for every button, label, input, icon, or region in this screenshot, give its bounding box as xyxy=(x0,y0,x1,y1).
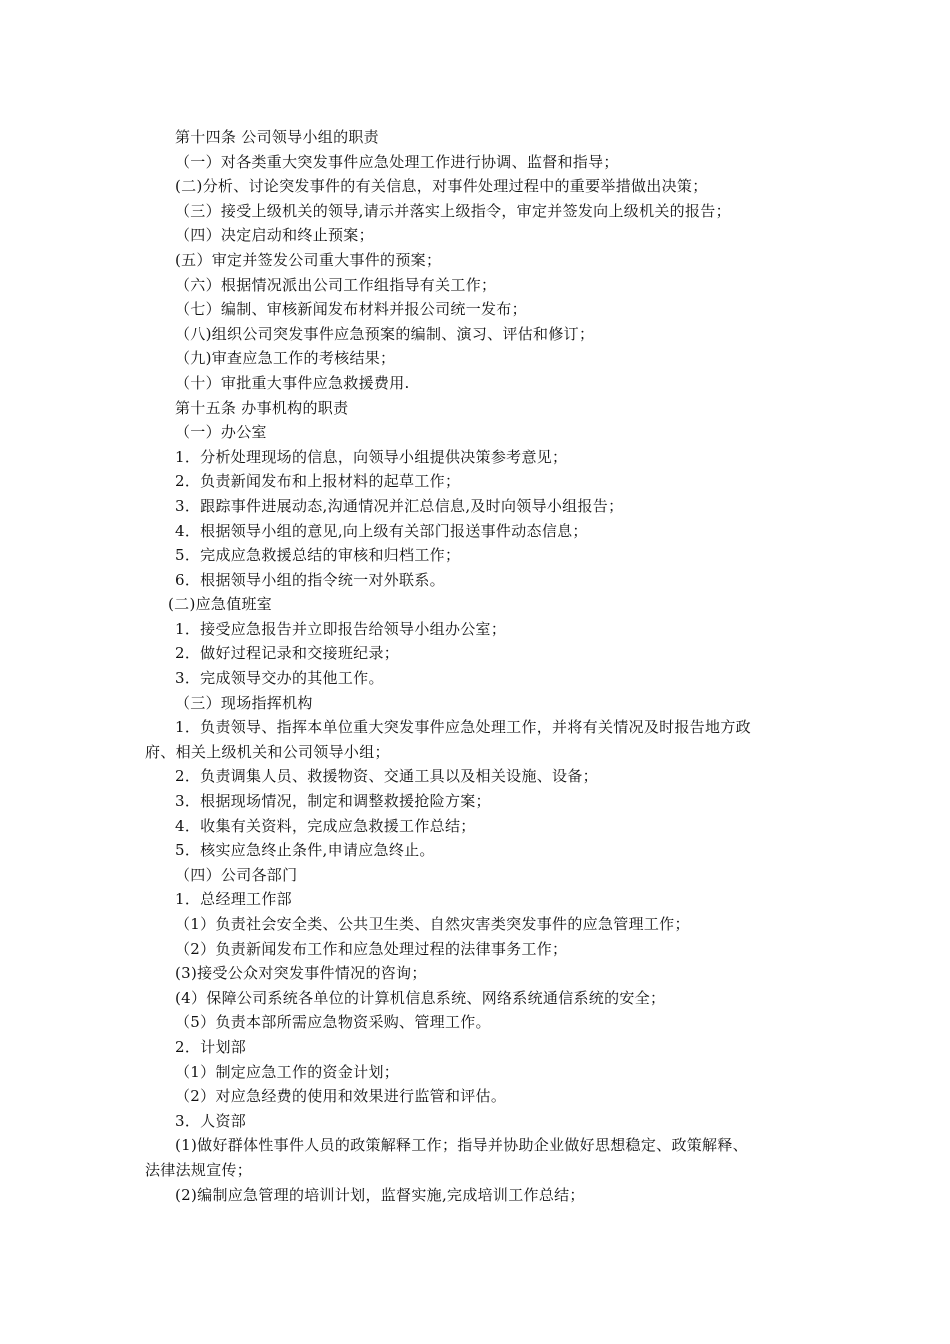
text-line: （1）负责社会安全类、公共卫生类、自然灾害类突发事件的应急管理工作； xyxy=(175,915,690,933)
text-line: 2．做好过程记录和交接班纪录； xyxy=(175,644,400,663)
text-line: 1．分析处理现场的信息，向领导小组提供决策参考意见； xyxy=(175,447,568,466)
text-line: （1）制定应急工作的资金计划； xyxy=(175,1062,400,1081)
article-heading: 第十四条 公司领导小组的职责 xyxy=(175,128,379,146)
section-heading: （三）现场指挥机构 xyxy=(175,693,313,712)
text-line: （一）对各类重大突发事件应急处理工作进行协调、监督和指导； xyxy=(175,152,619,171)
text-line: (4）保障公司系统各单位的计算机信息系统、网络系统通信系统的安全； xyxy=(175,988,666,1007)
subsection-heading: 1．总经理工作部 xyxy=(175,890,292,909)
section-heading: （四）公司各部门 xyxy=(175,865,298,884)
text-line: (五）审定并签发公司重大事件的预案； xyxy=(175,250,442,269)
text-line: 6．根据领导小组的指令统一对外联系。 xyxy=(175,570,445,589)
text-line: （六）根据情况派出公司工作组指导有关工作； xyxy=(175,275,497,294)
text-line: 2．负责新闻发布和上报材料的起草工作； xyxy=(175,472,461,491)
text-line: 3．跟踪事件进展动态,沟通情况并汇总信息,及时向领导小组报告； xyxy=(175,496,624,515)
text-line: （四）决定启动和终止预案； xyxy=(175,226,374,245)
subsection-heading: 3．人资部 xyxy=(175,1111,247,1130)
text-line: （八)组织公司突发事件应急预案的编制、演习、评估和修订； xyxy=(175,324,595,343)
text-line: 4．根据领导小组的意见,向上级有关部门报送事件动态信息； xyxy=(175,521,588,540)
text-line: 法律法规宣传； xyxy=(145,1160,253,1179)
text-line: 5．完成应急救援总结的审核和归档工作； xyxy=(175,546,461,565)
text-line: （2）负责新闻发布工作和应急处理过程的法律事务工作； xyxy=(175,939,568,958)
text-line: （十）审批重大事件应急救援费用. xyxy=(175,373,410,392)
text-line: (3)接受公众对突发事件情况的咨询； xyxy=(175,964,427,983)
text-line: 2．负责调集人员、救援物资、交通工具以及相关设施、设备； xyxy=(175,767,598,786)
text-line: 府、相关上级机关和公司领导小组； xyxy=(145,742,390,761)
text-line: （2）对应急经费的使用和效果进行监管和评估。 xyxy=(175,1087,507,1106)
document-body xyxy=(0,125,950,1207)
text-line: 3．完成领导交办的其他工作。 xyxy=(175,669,384,688)
text-line: （5）负责本部所需应急物资采购、管理工作。 xyxy=(175,1013,491,1032)
text-line: （三）接受上级机关的领导,请示并落实上级指令，审定并签发向上级机关的报告； xyxy=(175,201,731,220)
article-heading: 第十五条 办事机构的职责 xyxy=(175,398,349,417)
text-line: （九)审查应急工作的考核结果； xyxy=(175,349,396,368)
section-heading: （一）办公室 xyxy=(175,423,267,442)
text-line: (1)做好群体性事件人员的政策解释工作；指导并协助企业做好思想稳定、政策解释、 xyxy=(175,1136,748,1155)
text-line: 5．核实应急终止条件,申请应急终止。 xyxy=(175,841,435,860)
text-line: 3．根据现场情况，制定和调整救援抢险方案； xyxy=(175,792,491,811)
text-line: (2)编制应急管理的培训计划，监督实施,完成培训工作总结； xyxy=(175,1185,585,1204)
text-line: 1．接受应急报告并立即报告给领导小组办公室； xyxy=(175,619,507,638)
subsection-heading: 2．计划部 xyxy=(175,1037,247,1056)
text-line: （七）编制、审核新闻发布材料并报公司统一发布； xyxy=(175,300,527,319)
text-line: 4．收集有关资料，完成应急救援工作总结； xyxy=(175,816,476,835)
text-line: 1．负责领导、指挥本单位重大突发事件应急处理工作，并将有关情况及时报告地方政 xyxy=(175,718,751,737)
section-heading: (二)应急值班室 xyxy=(168,595,273,614)
text-line: (二)分析、讨论突发事件的有关信息，对事件处理过程中的重要举措做出决策； xyxy=(175,177,708,196)
